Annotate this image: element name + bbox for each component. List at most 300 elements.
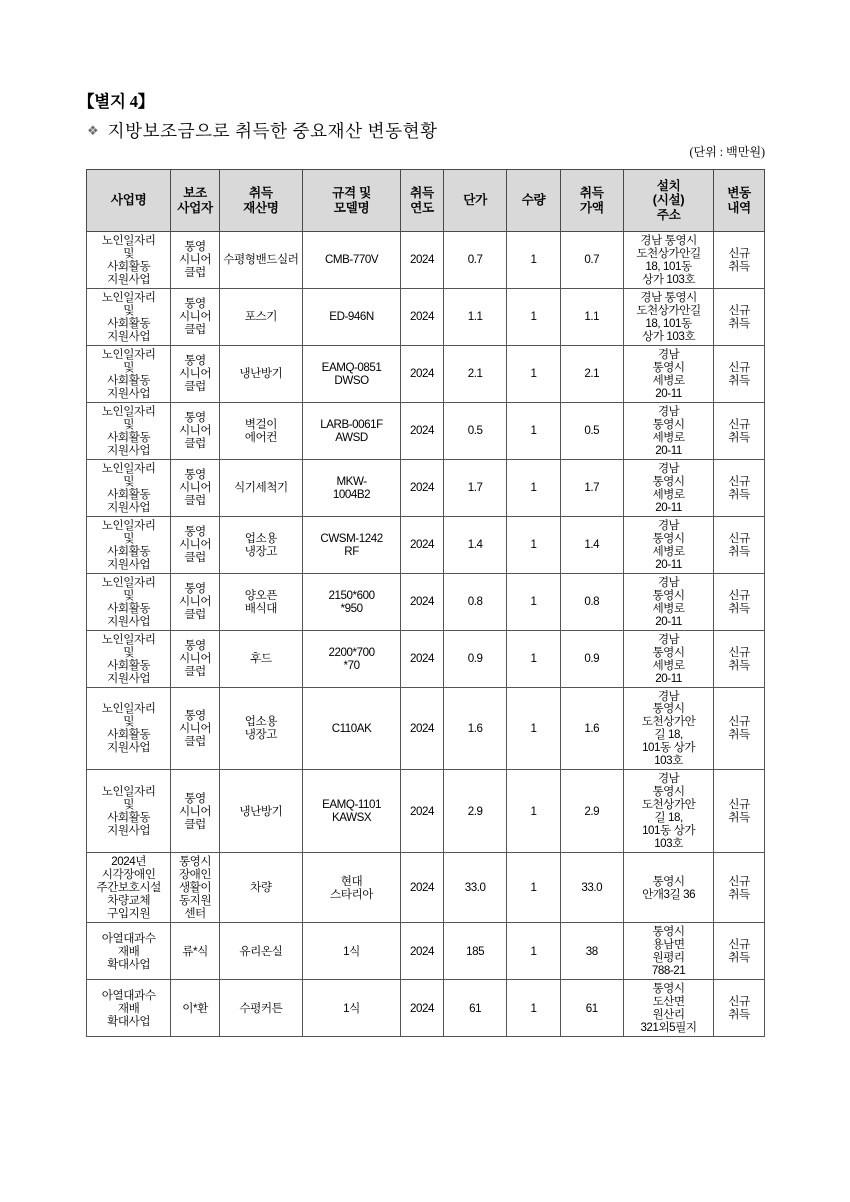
cell-line: 시니어 xyxy=(178,652,212,666)
cell-line: 클럽 xyxy=(184,734,206,748)
cell-line: 노인일자리 xyxy=(101,575,156,589)
cell-line: 통영 xyxy=(184,411,206,425)
cell-line: 및 xyxy=(123,715,135,729)
cell-line: 이*환 xyxy=(182,1001,208,1015)
cell-line: 구입지원 xyxy=(107,907,151,921)
cell-business-name xyxy=(87,288,171,345)
cell-line: CWSM-1242 xyxy=(320,531,383,545)
cell-installation-address xyxy=(624,687,714,770)
cell-line: 세병로 xyxy=(652,544,685,558)
cell-line: 세병로 xyxy=(652,658,685,672)
cell-unit-price: 1.6 xyxy=(443,687,507,770)
cell-spec-model xyxy=(302,923,400,980)
cell-line: 업소용 xyxy=(244,531,278,545)
cell-change-detail xyxy=(714,345,765,402)
column-header-line: 연도 xyxy=(410,200,434,215)
cell-line: 통영 xyxy=(184,708,206,722)
cell-line: 사회활동 xyxy=(107,658,151,672)
cell-line: 길 18, xyxy=(654,811,683,825)
cell-line: 시니어 xyxy=(178,595,212,609)
cell-line: 시니어 xyxy=(178,721,212,735)
cell-line: 취득 xyxy=(728,487,750,501)
unit-note: (단위 : 백만원) xyxy=(689,145,765,159)
cell-line: 321외5필지 xyxy=(640,1021,697,1035)
cell-line: 노인일자리 xyxy=(101,785,156,799)
cell-line: 통영시 xyxy=(652,417,685,431)
cell-line: 사회활동 xyxy=(107,728,151,742)
cell-line: 101동 상가 xyxy=(642,741,696,755)
cell-line: 통영시 xyxy=(652,588,685,602)
cell-line: 20-11 xyxy=(655,500,682,514)
cell-line: 현대 xyxy=(340,874,363,888)
cell-quantity: 1 xyxy=(507,573,560,630)
cell-unit-price: 1.7 xyxy=(443,459,507,516)
cell-line: 통영시 xyxy=(178,855,212,869)
column-header-line: 재산명 xyxy=(243,200,279,215)
cell-line: 신규 xyxy=(728,645,750,659)
cell-grantee xyxy=(171,630,220,687)
cell-line: 20-11 xyxy=(655,614,682,628)
cell-line: 지원사업 xyxy=(107,272,151,286)
cell-acquisition-amount: 0.8 xyxy=(560,573,624,630)
cell-unit-price: 0.5 xyxy=(443,402,507,459)
cell-line: 103호 xyxy=(654,837,683,851)
cell-acquisition-year: 2024 xyxy=(401,232,444,289)
cell-line: MKW- xyxy=(336,474,367,488)
cell-line: 클럽 xyxy=(184,494,206,508)
cell-line: 신규 xyxy=(728,531,750,545)
assets-table-container xyxy=(86,169,765,1037)
cell-grantee xyxy=(171,232,220,289)
attachment-label: 【별지 4】 xyxy=(78,92,155,111)
cell-acquisition-amount: 2.1 xyxy=(560,345,624,402)
cell-line: 아열대과수 xyxy=(101,931,156,945)
cell-line: AWSD xyxy=(335,430,368,444)
cell-line: 통영 xyxy=(184,297,206,311)
column-header-line: 설치 xyxy=(656,179,681,194)
cell-line: 취득 xyxy=(728,259,750,273)
cell-grantee xyxy=(171,853,220,923)
cell-line: 2150*600 xyxy=(328,588,375,602)
cell-line: *950 xyxy=(340,601,363,615)
cell-unit-price: 1.1 xyxy=(443,288,507,345)
column-header-line: 취득 xyxy=(579,186,604,201)
cell-asset-name xyxy=(219,345,302,402)
cell-spec-model xyxy=(302,288,400,345)
cell-line: 재배 xyxy=(117,1001,140,1015)
cell-line: 클럽 xyxy=(184,437,206,451)
cell-unit-price: 2.1 xyxy=(443,345,507,402)
cell-line: 경남 통영시 xyxy=(640,234,697,247)
cell-line: 시니어 xyxy=(178,424,212,438)
cell-line: 노인일자리 xyxy=(101,632,156,646)
cell-line: 아열대과수 xyxy=(101,988,156,1002)
cell-line: EAMQ-1101 xyxy=(322,798,381,812)
cell-line: 및 xyxy=(123,360,135,374)
cell-line: 통영시 xyxy=(652,785,685,799)
cell-asset-name xyxy=(219,232,302,289)
cell-asset-name xyxy=(219,980,302,1037)
column-header-line: (시설) xyxy=(652,193,685,208)
cell-line: 차량교체 xyxy=(107,894,151,908)
cell-spec-model xyxy=(302,573,400,630)
cell-line: 스타리아 xyxy=(330,887,374,901)
cell-line: 센터 xyxy=(184,907,206,921)
cell-line: 20-11 xyxy=(655,671,682,685)
column-header-line: 보조 xyxy=(183,186,207,201)
cell-unit-price: 185 xyxy=(443,923,507,980)
cell-spec-model xyxy=(302,232,400,289)
cell-grantee xyxy=(171,402,220,459)
cell-line: 통영시 xyxy=(652,874,685,888)
cell-line: 류*식 xyxy=(182,944,208,958)
cell-acquisition-year: 2024 xyxy=(401,630,444,687)
cell-spec-model xyxy=(302,402,400,459)
cell-business-name xyxy=(87,630,171,687)
cell-line: 경남 xyxy=(657,772,680,786)
cell-quantity: 1 xyxy=(507,288,560,345)
cell-change-detail xyxy=(714,853,765,923)
cell-line: RF xyxy=(344,544,359,558)
cell-line: 신규 xyxy=(728,874,750,888)
cell-line: 지원사업 xyxy=(107,557,151,571)
page-title: 지방보조금으로 취득한 중요재산 변동현황 xyxy=(107,120,438,141)
cell-line: 통영시 xyxy=(652,645,685,659)
cell-change-detail xyxy=(714,288,765,345)
cell-acquisition-year: 2024 xyxy=(401,459,444,516)
cell-line: 2200*700 xyxy=(328,645,375,659)
cell-line: 통영시 xyxy=(652,925,685,939)
cell-line: 경남 통영시 xyxy=(640,290,697,304)
cell-spec-model xyxy=(302,345,400,402)
cell-line: 신규 xyxy=(728,588,750,602)
cell-quantity: 1 xyxy=(507,853,560,923)
cell-unit-price: 61 xyxy=(443,980,507,1037)
cell-unit-price: 2.9 xyxy=(443,770,507,853)
cell-line: 취득 xyxy=(728,1008,750,1022)
cell-line: 통영시 xyxy=(652,531,685,545)
cell-acquisition-year: 2024 xyxy=(401,853,444,923)
cell-line: 통영시 xyxy=(652,702,685,716)
cell-line: 시니어 xyxy=(178,367,212,381)
column-header-installation-address xyxy=(624,170,714,232)
column-header-unit-price xyxy=(443,170,507,232)
cell-acquisition-year: 2024 xyxy=(401,770,444,853)
cell-acquisition-amount: 0.7 xyxy=(560,232,624,289)
cell-line: 경남 xyxy=(657,461,680,475)
cell-spec-model xyxy=(302,687,400,770)
cell-line: 지원사업 xyxy=(107,671,151,685)
cell-unit-price: 33.0 xyxy=(443,853,507,923)
cell-line: 사회활동 xyxy=(107,811,151,825)
cell-line: 클럽 xyxy=(184,817,206,831)
column-header-quantity xyxy=(507,170,560,232)
column-header-acquisition-year xyxy=(401,170,444,232)
cell-line: 지원사업 xyxy=(107,741,151,755)
cell-asset-name xyxy=(219,687,302,770)
cell-line: 업소용 xyxy=(244,715,278,729)
cell-line: 지원사업 xyxy=(107,824,151,838)
cell-unit-price: 0.9 xyxy=(443,630,507,687)
column-header-line: 변동 xyxy=(727,186,751,201)
cell-asset-name xyxy=(219,459,302,516)
cell-line: 시니어 xyxy=(178,481,212,495)
cell-spec-model xyxy=(302,630,400,687)
cell-acquisition-year: 2024 xyxy=(401,980,444,1037)
cell-line: 신규 xyxy=(728,938,750,952)
cell-line: 재배 xyxy=(117,944,140,958)
cell-line: 상가 103호 xyxy=(642,272,696,286)
cell-line: 신규 xyxy=(728,474,750,488)
cell-line: 시각장애인 xyxy=(101,868,156,882)
column-header-line: 취득 xyxy=(249,186,273,201)
cell-line: 노인일자리 xyxy=(101,518,156,532)
cell-line: 시니어 xyxy=(178,538,212,552)
cell-line: 취득 xyxy=(728,601,750,615)
cell-line: 포스기 xyxy=(244,310,278,324)
cell-line: 20-11 xyxy=(655,443,682,457)
cell-line: 양오픈 xyxy=(244,588,278,602)
cell-line: 원평리 xyxy=(652,951,685,965)
cell-line: 냉장고 xyxy=(244,544,278,558)
cell-line: 및 xyxy=(123,474,135,488)
cell-quantity: 1 xyxy=(507,630,560,687)
column-header-line: 사업명 xyxy=(110,193,147,208)
cell-line: 통영 xyxy=(184,240,206,254)
cell-line: 취득 xyxy=(728,728,750,742)
cell-line: 취득 xyxy=(728,373,750,387)
cell-unit-price: 0.7 xyxy=(443,232,507,289)
cell-line: 경남 xyxy=(657,632,680,646)
cell-line: EAMQ-0851 xyxy=(321,360,382,374)
cell-line: 노인일자리 xyxy=(101,702,156,716)
cell-installation-address xyxy=(624,402,714,459)
cell-line: 및 xyxy=(123,798,135,812)
cell-line: 도천상가안길 xyxy=(636,303,701,317)
cell-line: *70 xyxy=(343,658,360,672)
cell-line: 주간보호시설 xyxy=(96,881,161,895)
cell-line: 18, 101동 xyxy=(645,316,692,330)
column-header-acquisition-amount xyxy=(560,170,624,232)
cell-grantee xyxy=(171,980,220,1037)
cell-line: 벽걸이 xyxy=(244,417,278,431)
cell-quantity: 1 xyxy=(507,402,560,459)
cell-line: 후드 xyxy=(250,652,272,666)
column-header-line: 규격 및 xyxy=(332,186,371,201)
document-header xyxy=(78,92,778,142)
cell-line: 클럽 xyxy=(184,380,206,394)
cell-line: DWSO xyxy=(334,373,369,387)
cell-quantity: 1 xyxy=(507,516,560,573)
cell-line: 통영 xyxy=(184,639,206,653)
cell-line: CMB-770V xyxy=(325,253,379,267)
cell-acquisition-amount: 0.5 xyxy=(560,402,624,459)
cell-line: 788-21 xyxy=(651,964,686,978)
cell-spec-model xyxy=(302,980,400,1037)
cell-installation-address xyxy=(624,980,714,1037)
column-header-grantee xyxy=(171,170,220,232)
table-row xyxy=(87,923,765,980)
cell-asset-name xyxy=(219,573,302,630)
cell-acquisition-amount: 33.0 xyxy=(560,853,624,923)
cell-line: 식기세척기 xyxy=(234,481,288,495)
cell-installation-address xyxy=(624,516,714,573)
cell-line: 통영 xyxy=(184,525,206,539)
cell-change-detail xyxy=(714,630,765,687)
table-row xyxy=(87,516,765,573)
cell-line: 노인일자리 xyxy=(101,404,156,418)
table-row xyxy=(87,288,765,345)
cell-unit-price: 1.4 xyxy=(443,516,507,573)
table-row xyxy=(87,573,765,630)
cell-line: 장애인 xyxy=(178,868,212,882)
cell-line: 통영시 xyxy=(652,982,685,996)
cell-installation-address xyxy=(624,853,714,923)
cell-installation-address xyxy=(624,573,714,630)
cell-line: 세병로 xyxy=(652,373,685,387)
cell-line: 세병로 xyxy=(652,601,685,615)
cell-installation-address xyxy=(624,770,714,853)
column-header-business-name xyxy=(87,170,171,232)
table-row xyxy=(87,459,765,516)
cell-grantee xyxy=(171,516,220,573)
cell-line: 및 xyxy=(123,303,135,317)
cell-line: 및 xyxy=(123,246,135,260)
cell-line: 차량 xyxy=(250,881,272,895)
cell-grantee xyxy=(171,459,220,516)
cell-business-name xyxy=(87,853,171,923)
cell-business-name xyxy=(87,573,171,630)
cell-line: 원산리 xyxy=(652,1008,685,1022)
cell-line: 1004B2 xyxy=(332,487,371,501)
table-row xyxy=(87,402,765,459)
cell-line: 20-11 xyxy=(655,386,682,400)
cell-grantee xyxy=(171,345,220,402)
column-header-change-detail xyxy=(714,170,765,232)
cell-line: 노인일자리 xyxy=(101,290,156,304)
cell-line: 취득 xyxy=(728,430,750,444)
cell-line: 길 18, xyxy=(654,728,683,742)
cell-business-name xyxy=(87,516,171,573)
cell-line: 통영시 xyxy=(652,360,685,374)
cell-line: 냉난방기 xyxy=(239,804,283,818)
cell-line: 및 xyxy=(123,645,135,659)
cell-spec-model xyxy=(302,459,400,516)
cell-quantity: 1 xyxy=(507,345,560,402)
cell-line: ED-946N xyxy=(329,310,374,324)
cell-quantity: 1 xyxy=(507,923,560,980)
cell-change-detail xyxy=(714,459,765,516)
table-row xyxy=(87,853,765,923)
cell-line: 101동 상가 xyxy=(642,824,696,838)
cell-installation-address xyxy=(624,345,714,402)
assets-table xyxy=(86,169,765,1037)
cell-line: 신규 xyxy=(728,417,750,431)
cell-line: 지원사업 xyxy=(107,329,151,343)
cell-line: 및 xyxy=(123,417,135,431)
diamond-bullet-icon: ❖ xyxy=(87,122,99,138)
cell-line: 사회활동 xyxy=(107,601,151,615)
table-row xyxy=(87,687,765,770)
cell-line: 신규 xyxy=(728,360,750,374)
cell-line: 세병로 xyxy=(652,487,685,501)
cell-line: 20-11 xyxy=(655,557,682,571)
cell-line: 수평형밴드실러 xyxy=(223,253,299,267)
cell-line: 1식 xyxy=(343,1001,360,1015)
column-header-spec-model xyxy=(302,170,400,232)
cell-unit-price: 0.8 xyxy=(443,573,507,630)
cell-line: C110AK xyxy=(331,721,372,735)
cell-line: 통영시 xyxy=(652,474,685,488)
cell-line: 경남 xyxy=(657,347,680,361)
cell-acquisition-amount: 2.9 xyxy=(560,770,624,853)
cell-change-detail xyxy=(714,980,765,1037)
cell-line: 유리온실 xyxy=(239,944,283,958)
cell-business-name xyxy=(87,923,171,980)
cell-line: 취득 xyxy=(728,544,750,558)
cell-asset-name xyxy=(219,853,302,923)
cell-line: 통영 xyxy=(184,791,206,805)
column-header-line: 모델명 xyxy=(333,200,370,215)
cell-acquisition-amount: 0.9 xyxy=(560,630,624,687)
cell-line: 사회활동 xyxy=(107,430,151,444)
cell-installation-address xyxy=(624,232,714,289)
cell-line: 103호 xyxy=(654,754,683,768)
column-header-line: 가액 xyxy=(579,200,604,215)
cell-acquisition-amount: 1.6 xyxy=(560,687,624,770)
cell-quantity: 1 xyxy=(507,232,560,289)
cell-grantee xyxy=(171,923,220,980)
cell-acquisition-year: 2024 xyxy=(401,345,444,402)
cell-business-name xyxy=(87,345,171,402)
cell-asset-name xyxy=(219,770,302,853)
cell-line: 냉장고 xyxy=(244,728,278,742)
table-body xyxy=(87,232,765,1037)
cell-business-name xyxy=(87,459,171,516)
cell-line: 및 xyxy=(123,531,135,545)
cell-line: 1식 xyxy=(343,944,360,958)
cell-installation-address xyxy=(624,630,714,687)
cell-acquisition-year: 2024 xyxy=(401,516,444,573)
cell-grantee xyxy=(171,288,220,345)
cell-line: 취득 xyxy=(728,887,750,901)
cell-acquisition-amount: 1.7 xyxy=(560,459,624,516)
cell-line: 사회활동 xyxy=(107,373,151,387)
cell-line: 노인일자리 xyxy=(101,234,156,247)
cell-line: 신규 xyxy=(728,715,750,729)
cell-change-detail xyxy=(714,516,765,573)
cell-line: 도천상가안길 xyxy=(636,246,701,260)
cell-change-detail xyxy=(714,770,765,853)
cell-line: 신규 xyxy=(728,246,750,260)
cell-line: 통영 xyxy=(184,354,206,368)
table-row xyxy=(87,345,765,402)
cell-line: KAWSX xyxy=(331,811,372,825)
title-row xyxy=(78,120,778,143)
cell-line: 지원사업 xyxy=(107,614,151,628)
cell-grantee xyxy=(171,573,220,630)
column-header-line: 취득 xyxy=(410,186,434,201)
cell-change-detail xyxy=(714,402,765,459)
cell-line: 취득 xyxy=(728,316,750,330)
cell-acquisition-amount: 61 xyxy=(560,980,624,1037)
cell-line: 및 xyxy=(123,588,135,602)
cell-installation-address xyxy=(624,288,714,345)
column-header-line: 단가 xyxy=(463,193,487,208)
cell-line: 안개3길 36 xyxy=(642,887,696,901)
cell-acquisition-year: 2024 xyxy=(401,573,444,630)
cell-quantity: 1 xyxy=(507,459,560,516)
